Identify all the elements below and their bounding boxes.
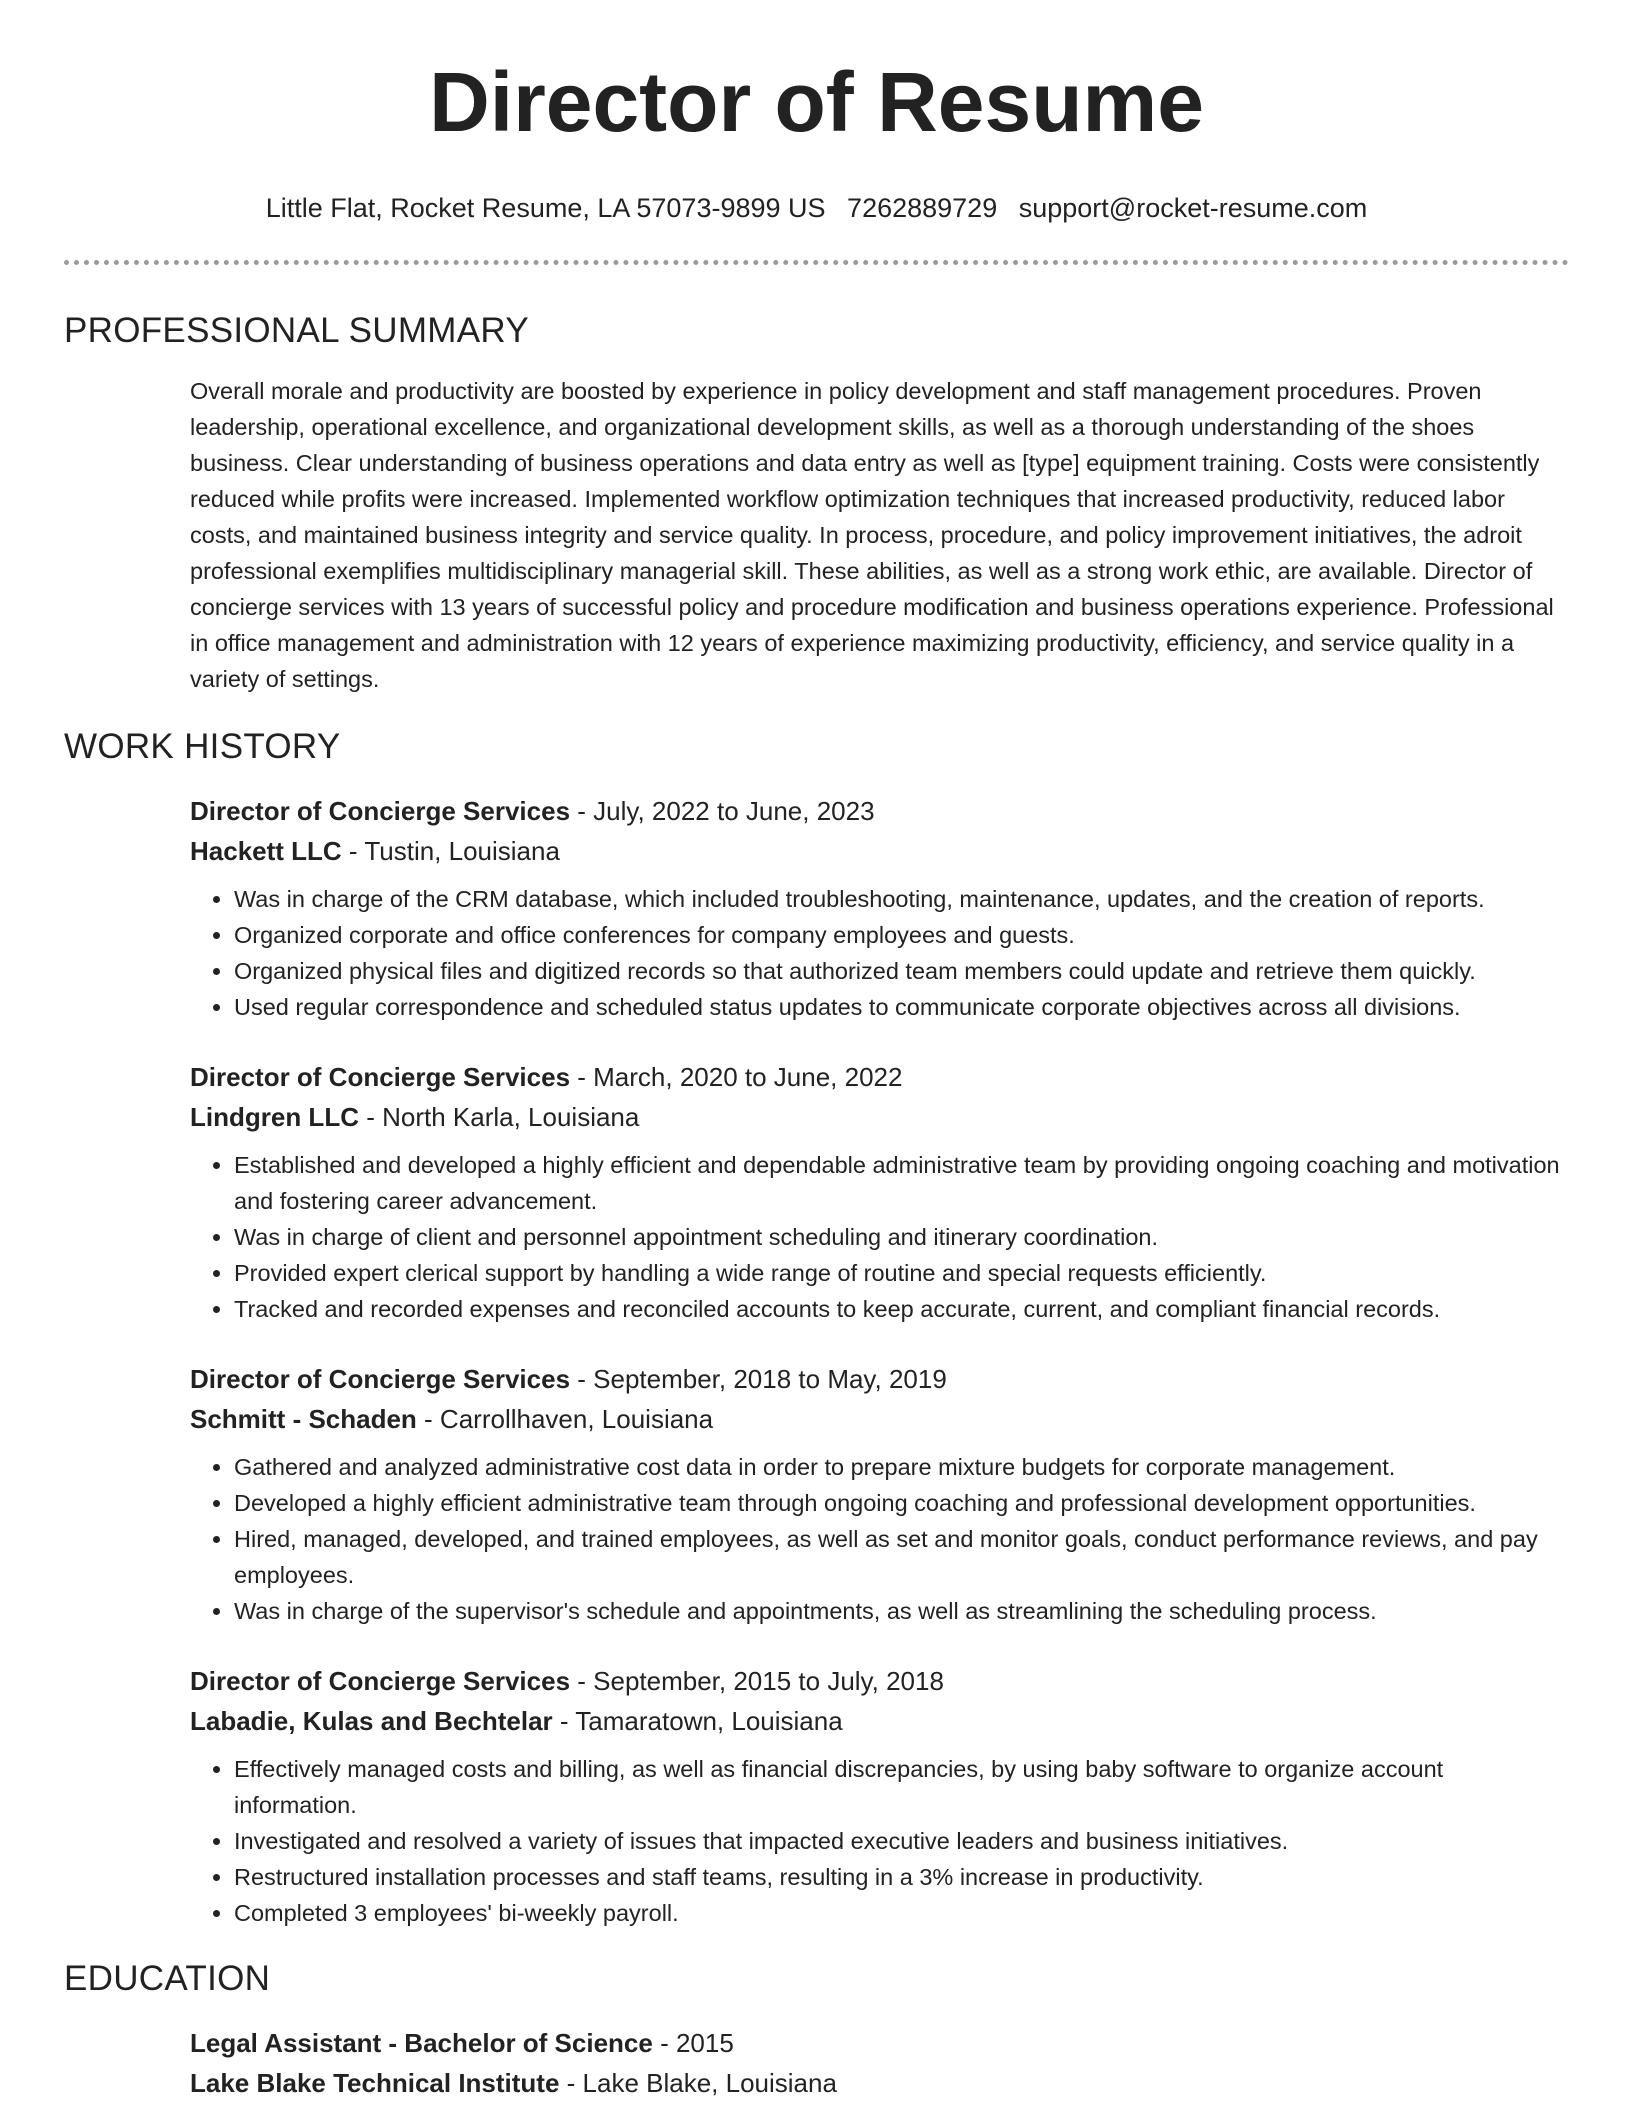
job-title-line (190, 1661, 1569, 1701)
job-location: - North Karla, Louisiana (358, 1102, 640, 1132)
job-company: Lindgren LLC (190, 1102, 359, 1132)
work-history-list (190, 791, 1569, 1931)
job-title-line (190, 1057, 1569, 1097)
contact-address: Little Flat, Rocket Resume, LA 57073-9899 US (265, 193, 826, 223)
contact-line (64, 190, 1569, 226)
job-bullets (190, 1449, 1569, 1629)
job-bullet: • Used regular correspondence and scheduled status updates to communicate corporate objectives across all divisions. (234, 989, 1569, 1025)
job-bullet: • Was in charge of client and personnel appointment scheduling and itinerary coordination. (234, 1219, 1569, 1255)
job-company-line (190, 1701, 1569, 1741)
job-bullet: • Developed a highly efficient administrative team through ongoing coaching and professional development opportunities. (234, 1485, 1569, 1521)
job-title-line (190, 1359, 1569, 1399)
education-year: - 2015 (652, 2028, 734, 2058)
education-school: Lake Blake Technical Institute (190, 2068, 560, 2098)
job-bullet: • Was in charge of the CRM database, which included troubleshooting, maintenance, updates, and the creation of reports. (234, 881, 1569, 917)
job-company: Hackett LLC (190, 836, 342, 866)
job-dates: - March, 2020 to June, 2022 (570, 1062, 903, 1092)
job-bullet: • Restructured installation processes and staff teams, resulting in a 3% increase in productivity. (234, 1859, 1569, 1895)
job-location: - Tamaratown, Louisiana (552, 1706, 843, 1736)
job-company: Schmitt - Schaden (190, 1404, 417, 1434)
job-dates: - September, 2015 to July, 2018 (570, 1666, 944, 1696)
job-company-line (190, 1097, 1569, 1137)
education-location: - Lake Blake, Louisiana (559, 2068, 837, 2098)
job-bullet: • Established and developed a highly efficient and dependable administrative team by providing ongoing coaching and motivation and fostering career advancement. (234, 1147, 1569, 1219)
job-bullets (190, 1147, 1569, 1327)
summary-heading: PROFESSIONAL SUMMARY (64, 311, 529, 350)
job-company-line (190, 831, 1569, 871)
work-history-heading: WORK HISTORY (64, 727, 341, 766)
education-degree: Legal Assistant - Bachelor of Science (190, 2028, 653, 2058)
education-degree-line (190, 2023, 1569, 2063)
job-bullet: • Organized physical files and digitized records so that authorized team members could update and retrieve them quickly. (234, 953, 1569, 989)
job-entry (190, 791, 1569, 1025)
job-entry (190, 1359, 1569, 1629)
resume-name: Director of Resume (429, 55, 1204, 149)
job-bullet: • Tracked and recorded expenses and reconciled accounts to keep accurate, current, and compliant financial records. (234, 1291, 1569, 1327)
job-bullet: • Investigated and resolved a variety of issues that impacted executive leaders and business initiatives. (234, 1823, 1569, 1859)
education-heading: EDUCATION (64, 1959, 271, 1998)
job-company: Labadie, Kulas and Bechtelar (190, 1706, 553, 1736)
job-role: Director of Concierge Services (190, 796, 571, 826)
job-company-line (190, 1399, 1569, 1439)
job-role: Director of Concierge Services (190, 1062, 571, 1092)
education-school-line (190, 2063, 1569, 2103)
job-bullet: • Gathered and analyzed administrative cost data in order to prepare mixture budgets for corporate management. (234, 1449, 1569, 1485)
contact-email: support@rocket-resume.com (1018, 193, 1368, 223)
education-entry (190, 2023, 1569, 2103)
job-bullet: • Organized corporate and office conferences for company employees and guests. (234, 917, 1569, 953)
job-dates: - July, 2022 to June, 2023 (570, 796, 875, 826)
job-location: - Carrollhaven, Louisiana (416, 1404, 714, 1434)
job-bullet: • Completed 3 employees' bi-weekly payroll. (234, 1895, 1569, 1931)
job-bullet: • Hired, managed, developed, and trained employees, as well as set and monitor goals, conduct performance reviews, and pay employees. (234, 1521, 1569, 1593)
job-role: Director of Concierge Services (190, 1666, 571, 1696)
summary-text: Overall morale and productivity are boosted by experience in policy development and staff management procedures. Proven leadership, operational excellence, and organizational development skills, as well as a thorough understanding of the shoes business. Clear understanding of business operations and data entry as well as [type] equipment training. Costs were consistently reduced while profits were increased. Implemented workflow optimization techniques that increased productivity, reduced labor costs, and maintained business integrity and service quality. In process, procedure, and policy improvement initiatives, the adroit professional exemplifies multidisciplinary managerial skill. These abilities, as well as a strong work ethic, are available. Director of concierge services with 13 years of successful policy and procedure modification and business operations experience. Professional in office management and administration with 12 years of experience maximizing productivity, efficiency, and service quality in a variety of settings. (190, 378, 1554, 692)
resume-page (64, 0, 1569, 2103)
job-bullets (190, 881, 1569, 1025)
job-entry (190, 1057, 1569, 1327)
job-bullets (190, 1751, 1569, 1931)
job-role: Director of Concierge Services (190, 1364, 571, 1394)
job-bullet: • Effectively managed costs and billing, as well as financial discrepancies, by using baby software to organize account information. (234, 1751, 1569, 1823)
contact-phone: 7262889729 (847, 193, 998, 223)
job-bullet: • Provided expert clerical support by handling a wide range of routine and special requests efficiently. (234, 1255, 1569, 1291)
job-dates: - September, 2018 to May, 2019 (570, 1364, 947, 1394)
job-location: - Tustin, Louisiana (341, 836, 560, 866)
job-entry (190, 1661, 1569, 1931)
header-divider (64, 260, 1569, 265)
job-bullet: • Was in charge of the supervisor's schedule and appointments, as well as streamlining the scheduling process. (234, 1593, 1569, 1629)
job-title-line (190, 791, 1569, 831)
